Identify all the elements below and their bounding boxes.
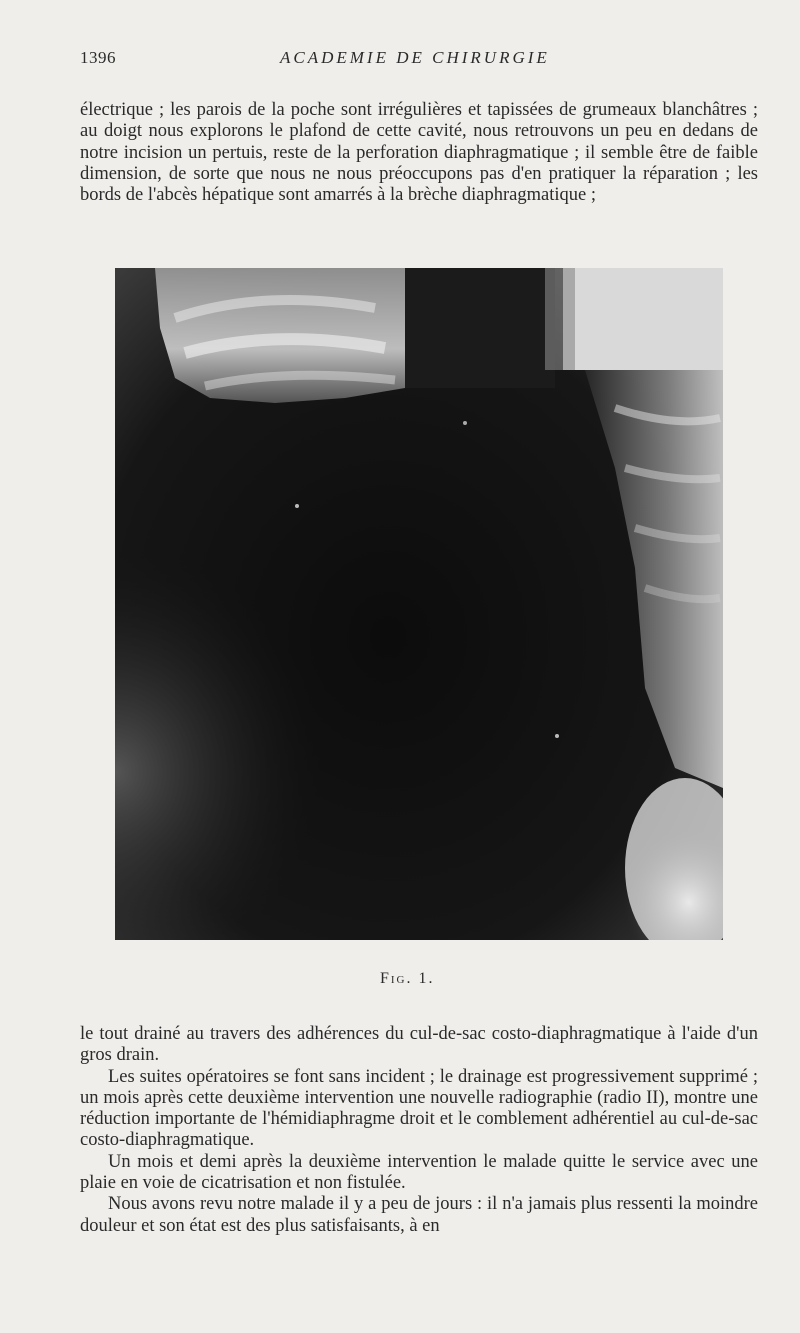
paragraph-text: Nous avons revu notre malade il y a peu de jours : il n'a jamais plus ressenti la moindre douleur et son état est des plus satisfaisants, à en	[80, 1194, 758, 1236]
paragraph-text: Un mois et demi après la deuxième intervention le malade quitte le service avec une plaie en voie de cicatrisation et non fistulée.	[80, 1151, 758, 1194]
journal-title: ACADEMIE DE CHIRURGIE	[280, 48, 550, 67]
paragraph-text: le tout drainé au travers des adhérences du cul-de-sac costo-diaphragmatique à l'aide d'un gros drain.	[80, 1024, 758, 1066]
paragraph-text: électrique ; les parois de la poche sont irrégulières et tapissées de grumeaux blanchâtres ; au doigt nous explorons le plafond de cette cavité, nous retrouvons un peu en dedans de notre incision un pertuis, reste de la perforation diaphragmatique ; il semble être de faible dimension, de sorte que nous ne nous préoccupons pas d'en pratiquer la réparation ; les bords de l'abcès hépatique sont amarrés à la brèche diaphragmatique ;	[80, 100, 758, 206]
page-number: 1396	[80, 48, 116, 67]
paragraph-text: Les suites opératoires se font sans incident ; le drainage est progressivement supprimé ; un mois après cette deuxième intervention une nouvelle radiographie (radio II), montre une réduction importante de l'hémidiaphragme droit et le comblement adhérentiel au cul-de-sac costo-diaphragmatique.	[80, 1066, 758, 1151]
figure-caption: Fig. 1.	[380, 970, 435, 987]
running-head	[80, 48, 760, 72]
bottom-text-block	[80, 1024, 758, 1237]
top-paragraph	[80, 100, 758, 206]
radiograph-image	[115, 268, 723, 940]
radiograph-figure	[115, 268, 723, 940]
